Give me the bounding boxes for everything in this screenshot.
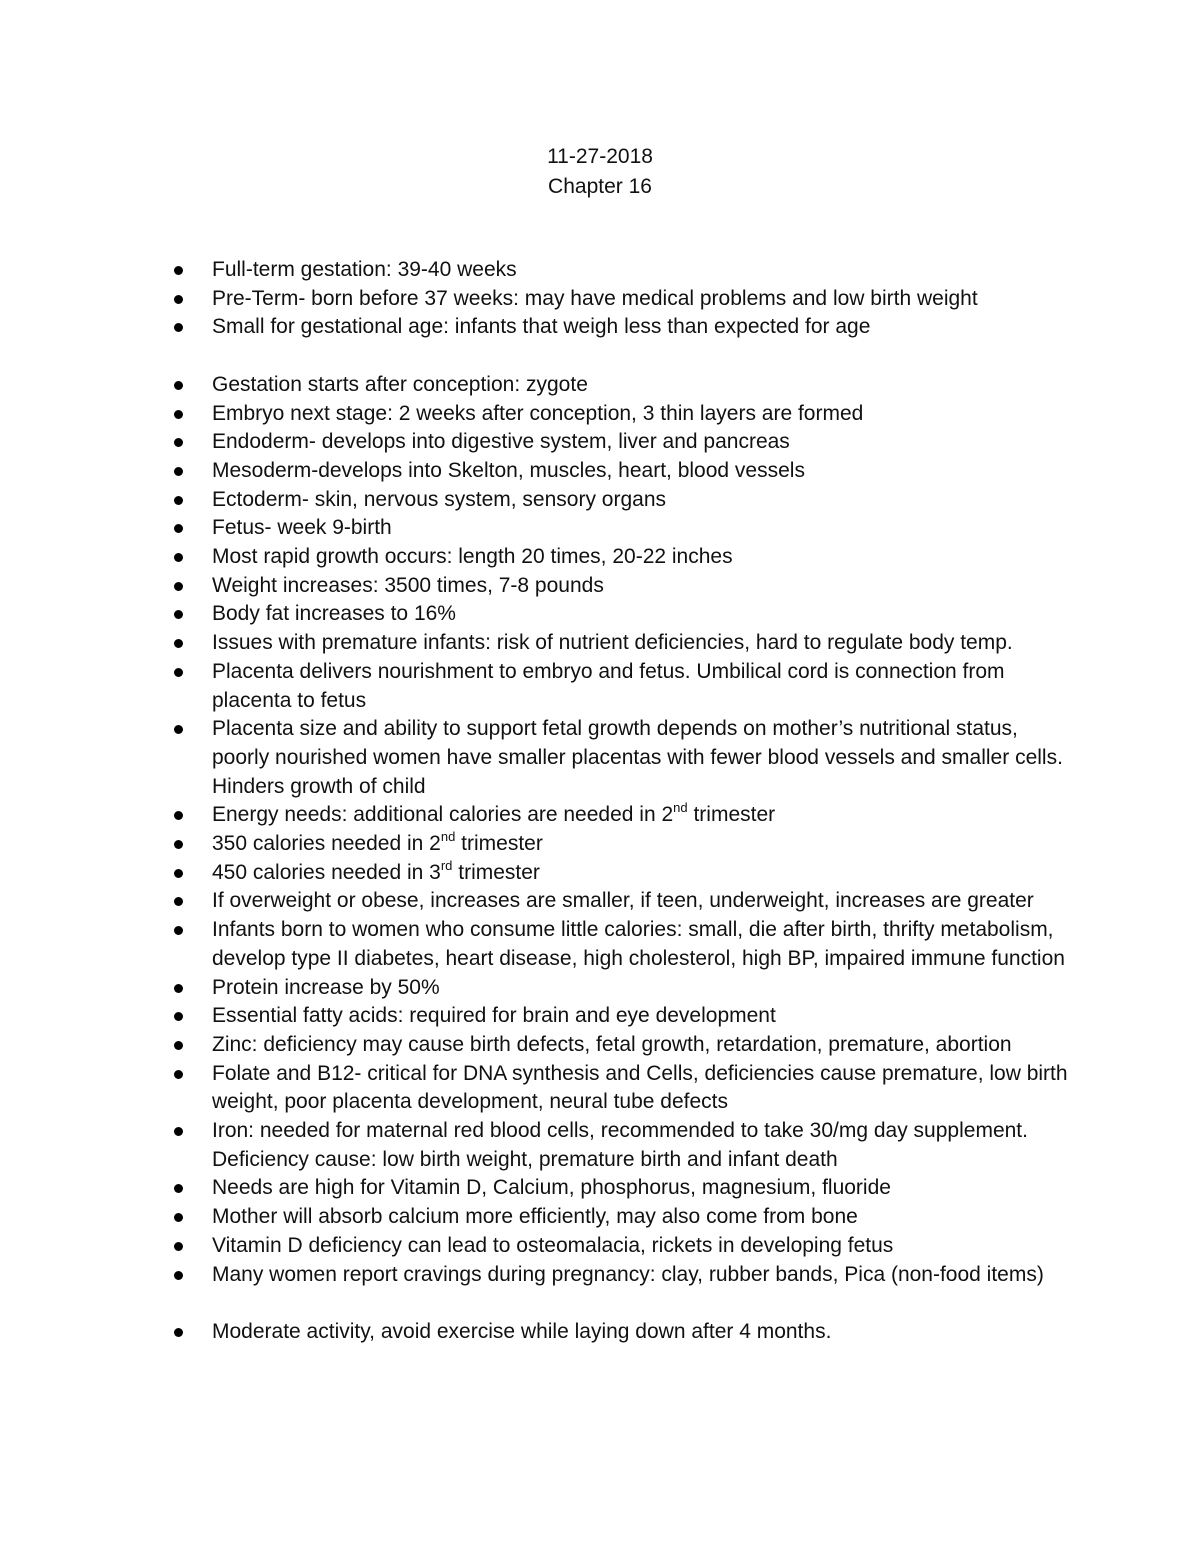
item-text: Iron: needed for maternal red blood cells, recommended to take 30/mg day supplement. Deficiency cause: low birth weight, premature birth and infant death [212, 1119, 1028, 1171]
bullet-icon [174, 266, 183, 275]
list-item [172, 916, 1072, 973]
item-text-pre: Energy needs: additional calories are needed in 2 [212, 803, 674, 827]
bullet-icon [174, 639, 183, 648]
list-item [172, 457, 1072, 486]
item-text: Most rapid growth occurs: length 20 times, 20-22 inches [212, 545, 733, 569]
bullet-icon [174, 410, 183, 419]
item-text: Body fat increases to 16% [212, 602, 456, 626]
item-text: Many women report cravings during pregnancy: clay, rubber bands, Pica (non-food items) [212, 1262, 1044, 1286]
date-line: 11-27-2018 [547, 145, 653, 168]
bullet-icon [174, 869, 183, 878]
item-text: Zinc: deficiency may cause birth defects, fetal growth, retardation, premature, abortion [212, 1032, 1012, 1056]
item-text: Placenta delivers nourishment to embryo and fetus. Umbilical cord is connection from placenta to fetus [212, 659, 1005, 712]
bullet-icon [174, 668, 183, 677]
item-text: Weight increases: 3500 times, 7-8 pounds [212, 573, 604, 597]
list-item [172, 887, 1072, 916]
list-item [172, 801, 1072, 830]
item-text-post: trimester [452, 860, 540, 884]
item-text: Embryo next stage: 2 weeks after conception, 3 thin layers are formed [212, 401, 864, 425]
item-text: Mother will absorb calcium more efficiently, may also come from bone [212, 1205, 858, 1229]
list-item [172, 629, 1072, 658]
bullet-icon [174, 323, 183, 332]
bullet-icon [174, 725, 183, 734]
bullet-icon [174, 926, 183, 935]
list-item [172, 974, 1072, 1003]
bullet-icon [174, 381, 183, 390]
list-item [172, 572, 1072, 601]
chapter-title: Chapter 16 [548, 175, 652, 198]
list-item [172, 830, 1072, 859]
bullet-icon [174, 840, 183, 849]
item-text-sup: rd [440, 857, 453, 873]
list-item [172, 256, 1072, 285]
item-text: Issues with premature infants: risk of nutrient deficiencies, hard to regulate body temp. [212, 631, 1013, 655]
item-text: Fetus- week 9-birth [212, 516, 392, 540]
bullet-icon [174, 553, 183, 562]
bullet-icon [174, 1041, 183, 1050]
item-text: Placenta size and ability to support fetal growth depends on mother’s nutritional status, poorly nourished women have smaller placentas with fewer blood vessels and smaller cells. Hinders growth of child [212, 717, 1063, 798]
list-item [172, 859, 1072, 888]
list-item [172, 371, 1072, 400]
item-text: Endoderm- develops into digestive system, liver and pancreas [212, 430, 790, 454]
item-text: Essential fatty acids: required for brain and eye development [212, 1004, 776, 1028]
list-item [172, 1174, 1072, 1203]
item-text-sup: nd [673, 800, 688, 816]
list-item [172, 1261, 1072, 1290]
item-text: Pre-Term- born before 37 weeks: may have medical problems and low birth weight [212, 286, 978, 310]
bullet-icon [174, 610, 183, 619]
item-text: Ectoderm- skin, nervous system, sensory organs [212, 487, 667, 511]
list-item [172, 285, 1072, 314]
item-text: Moderate activity, avoid exercise while laying down after 4 months. [212, 1319, 832, 1343]
bullet-icon [174, 524, 183, 533]
list-item [172, 658, 1072, 715]
notes-list [172, 256, 1072, 1347]
list-item [172, 313, 1072, 342]
bullet-icon [174, 582, 183, 591]
bullet-icon [174, 1242, 183, 1251]
bullet-icon [174, 1271, 183, 1280]
item-text-pre: 350 calories needed in 2 [212, 832, 441, 856]
list-item [172, 428, 1072, 457]
item-text: Mesoderm-develops into Skelton, muscles, heart, blood vessels [212, 458, 805, 482]
list-item [172, 600, 1072, 629]
bullet-icon [174, 467, 183, 476]
item-text-pre: 450 calories needed in 3 [212, 860, 441, 884]
item-text-post: trimester [687, 803, 776, 827]
item-text: Full-term gestation: 39-40 weeks [212, 258, 517, 281]
bullet-icon [174, 897, 183, 906]
list-item [172, 1060, 1072, 1117]
item-text: Needs are high for Vitamin D, Calcium, phosphorus, magnesium, fluoride [212, 1176, 891, 1200]
item-text-sup: nd [440, 829, 456, 845]
list-item [172, 1002, 1072, 1031]
list-item [172, 1318, 1072, 1347]
bullet-icon [174, 1012, 183, 1021]
list-item [172, 486, 1072, 515]
bullet-icon [174, 984, 183, 993]
list-item [172, 715, 1072, 801]
document-header [0, 142, 1200, 202]
bullet-icon [174, 438, 183, 447]
bullet-icon [174, 1328, 183, 1337]
list-item [172, 1203, 1072, 1232]
list-item [172, 1232, 1072, 1261]
list-item [172, 543, 1072, 572]
list-item [172, 1117, 1072, 1174]
item-text: If overweight or obese, increases are smaller, if teen, underweight, increases are greater [212, 889, 1034, 913]
item-text: Gestation starts after conception: zygote [212, 372, 588, 396]
item-text-post: trimester [455, 832, 543, 856]
bullet-icon [174, 1213, 183, 1222]
item-text: Vitamin D deficiency can lead to osteomalacia, rickets in developing fetus [212, 1233, 894, 1257]
list-item [172, 400, 1072, 429]
bullet-icon [174, 1070, 183, 1079]
list-item [172, 514, 1072, 543]
bullet-icon [174, 1127, 183, 1136]
item-text: Small for gestational age: infants that weigh less than expected for age [212, 315, 871, 339]
bullet-icon [174, 811, 183, 820]
item-text: Infants born to women who consume little calories: small, die after birth, thrifty metabolism, develop type II diabetes, heart disease, high cholesterol, high BP, impaired immune function [212, 918, 1065, 970]
bullet-icon [174, 295, 183, 304]
item-text: Protein increase by 50% [212, 975, 440, 999]
list-item [172, 1031, 1072, 1060]
item-text: Folate and B12- critical for DNA synthesis and Cells, deficiencies cause premature, low birth weight, poor placenta development, neural tube defects [212, 1061, 1068, 1114]
bullet-icon [174, 1184, 183, 1193]
bullet-icon [174, 496, 183, 505]
